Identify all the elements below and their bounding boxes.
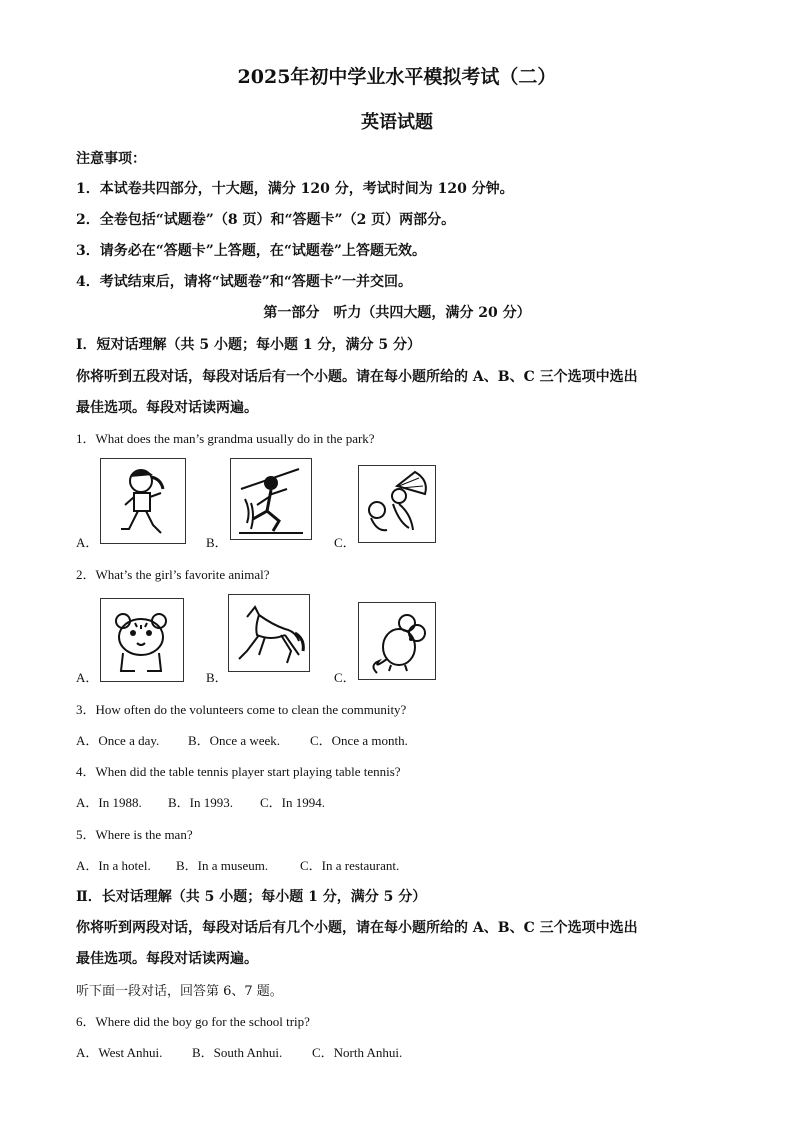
option-c[interactable]: C．In a restaurant. bbox=[300, 858, 400, 873]
sword-dance-icon bbox=[231, 459, 311, 539]
option-b[interactable]: B．In a museum. bbox=[176, 858, 269, 873]
option-b[interactable]: B．South Anhui. bbox=[192, 1045, 283, 1060]
section1-instructions-2: 最佳选项。每段对话读两遍。 bbox=[76, 400, 258, 416]
option-c[interactable]: C．In 1994. bbox=[260, 795, 326, 810]
fan-dance-icon bbox=[359, 466, 435, 542]
section2-instructions: 你将听到两段对话，每段对话后有几个小题，请在每小题所给的 A、B、C 三个选项中选出 bbox=[76, 920, 638, 936]
section1-heading: Ⅰ．短对话理解（共 5 小题；每小题 1 分，满分 5 分） bbox=[76, 337, 422, 353]
notes-heading: 注意事项： bbox=[76, 151, 146, 167]
option-label-b: B． bbox=[206, 670, 228, 685]
question-3: 3．How often do the volunteers come to clean the community? bbox=[76, 702, 407, 717]
option-a[interactable]: A．In a hotel. bbox=[76, 858, 151, 873]
mouse-icon bbox=[359, 603, 435, 679]
options-row bbox=[76, 1042, 402, 1061]
option-label-a: A． bbox=[76, 535, 99, 550]
section1-instructions: 你将听到五段对话，每段对话后有一个小题。请在每小题所给的 A、B、C 三个选项中选出 bbox=[76, 369, 638, 385]
section2-instructions-2: 最佳选项。每段对话读两遍。 bbox=[76, 951, 258, 967]
option-b[interactable]: B．Once a week. bbox=[188, 733, 281, 748]
option-label-c: C． bbox=[334, 535, 356, 550]
dialogue-lead: 听下面一段对话，回答第 6、7 题。 bbox=[76, 984, 283, 999]
option-a[interactable]: A．In 1988. bbox=[76, 795, 142, 810]
horse-image bbox=[228, 594, 310, 672]
mouse-image bbox=[358, 602, 436, 680]
sword-dance-image bbox=[230, 458, 312, 540]
option-a[interactable]: A．West Anhui. bbox=[76, 1045, 163, 1060]
question-6: 6．Where did the boy go for the school trip? bbox=[76, 1014, 310, 1029]
option-a[interactable]: A．Once a day. bbox=[76, 733, 160, 748]
exam-subtitle: 英语试题 bbox=[361, 112, 433, 133]
option-c[interactable]: C．Once a month. bbox=[310, 733, 408, 748]
options-row bbox=[76, 730, 408, 749]
question-4: 4．When did the table tennis player start playing table tennis? bbox=[76, 764, 401, 779]
option-c[interactable]: C．North Anhui. bbox=[312, 1045, 403, 1060]
question-5: 5．Where is the man? bbox=[76, 827, 193, 842]
horse-icon bbox=[229, 595, 309, 671]
option-b[interactable]: B．In 1993. bbox=[168, 795, 234, 810]
option-label-c: C． bbox=[334, 670, 356, 685]
part1-heading: 第一部分 听力（共四大题，满分 20 分） bbox=[263, 305, 531, 321]
note-item: 4．考试结束后，请将“试题卷”和“答题卡”一并交回。 bbox=[76, 274, 412, 290]
running-girl-icon bbox=[101, 459, 185, 543]
note-item: 2．全卷包括“试题卷”（8 页）和“答题卡”（2 页）两部分。 bbox=[76, 212, 456, 228]
question-2: 2．What’s the girl’s favorite animal? bbox=[76, 567, 270, 582]
note-item: 3．请务必在“答题卡”上答题，在“试题卷”上答题无效。 bbox=[76, 243, 426, 259]
option-label-a: A． bbox=[76, 670, 99, 685]
exam-title: 2025年初中学业水平模拟考试（二） bbox=[237, 66, 557, 88]
option-label-b: B． bbox=[206, 535, 228, 550]
options-row bbox=[76, 855, 399, 874]
question-1: 1．What does the man’s grandma usually do in the park? bbox=[76, 431, 375, 446]
tiger-image bbox=[100, 598, 184, 682]
options-row bbox=[76, 792, 325, 811]
section2-heading: Ⅱ．长对话理解（共 5 小题；每小题 1 分，满分 5 分） bbox=[76, 889, 427, 905]
fan-dance-image bbox=[358, 465, 436, 543]
note-item: 1．本试卷共四部分，十大题，满分 120 分，考试时间为 120 分钟。 bbox=[76, 181, 514, 197]
tiger-icon bbox=[101, 599, 183, 681]
running-girl-image bbox=[100, 458, 186, 544]
